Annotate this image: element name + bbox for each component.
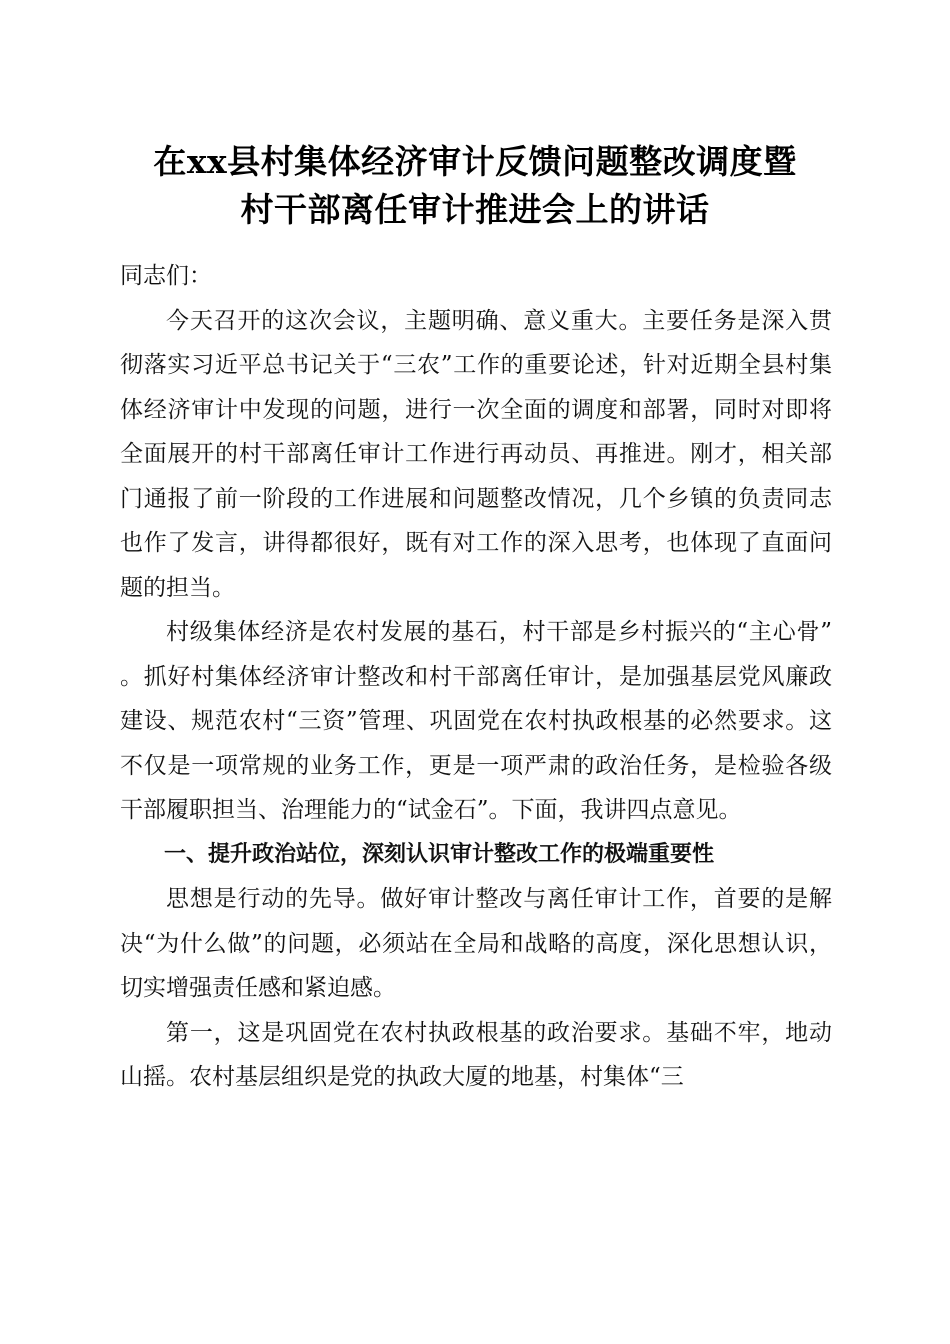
paragraph-opening: 今天召开的这次会议，主题明确、意义重大。主要任务是深入贯彻落实习近平总书记关于“三农”工作的重要论述，针对近期全县村集体经济审计中发现的问题，进行一次全面的调度和部署，同时对即将全面展开的村干部离任审计工作进行再动员、再推进。刚才，相关部门通报了前一阶段的工作进展和问题整改情况，几个乡镇的负责同志也作了发言，讲得都很好，既有对工作的深入思考，也体现了直面问题的担当。 <box>120 307 832 601</box>
salutation: 同志们： <box>120 263 212 289</box>
document-body <box>120 254 832 1100</box>
paragraph-first-point: 第一，这是巩固党在农村执政根基的政治要求。基础不牢，地动山摇。农村基层组织是党的执政大厦的地基，村集体“三 <box>120 1019 832 1090</box>
title-line-2: 村干部离任审计推进会上的讲话 <box>240 190 710 229</box>
paragraph-thought-guide: 思想是行动的先导。做好审计整改与离任审计工作，首要的是解决“为什么做”的问题，必须站在全局和战略的高度，深化思想认识，切实增强责任感和紧迫感。 <box>120 886 832 1001</box>
document-title <box>100 138 850 234</box>
section-heading-1: 一、提升政治站位，深刻认识审计整改工作的极端重要性 <box>164 841 715 867</box>
paragraph-significance: 村级集体经济是农村发展的基石，村干部是乡村振兴的“主心骨”。抓好村集体经济审计整改和村干部离任审计，是加强基层党风廉政建设、规范农村“三资”管理、巩固党在农村执政根基的必然要求。这不仅是一项常规的业务工作，更是一项严肃的政治任务，是检验各级干部履职担当、治理能力的“试金石”。下面，我讲四点意见。 <box>120 619 832 823</box>
title-line-1: 在xx县村集体经济审计反馈问题整改调度暨 <box>153 142 797 181</box>
